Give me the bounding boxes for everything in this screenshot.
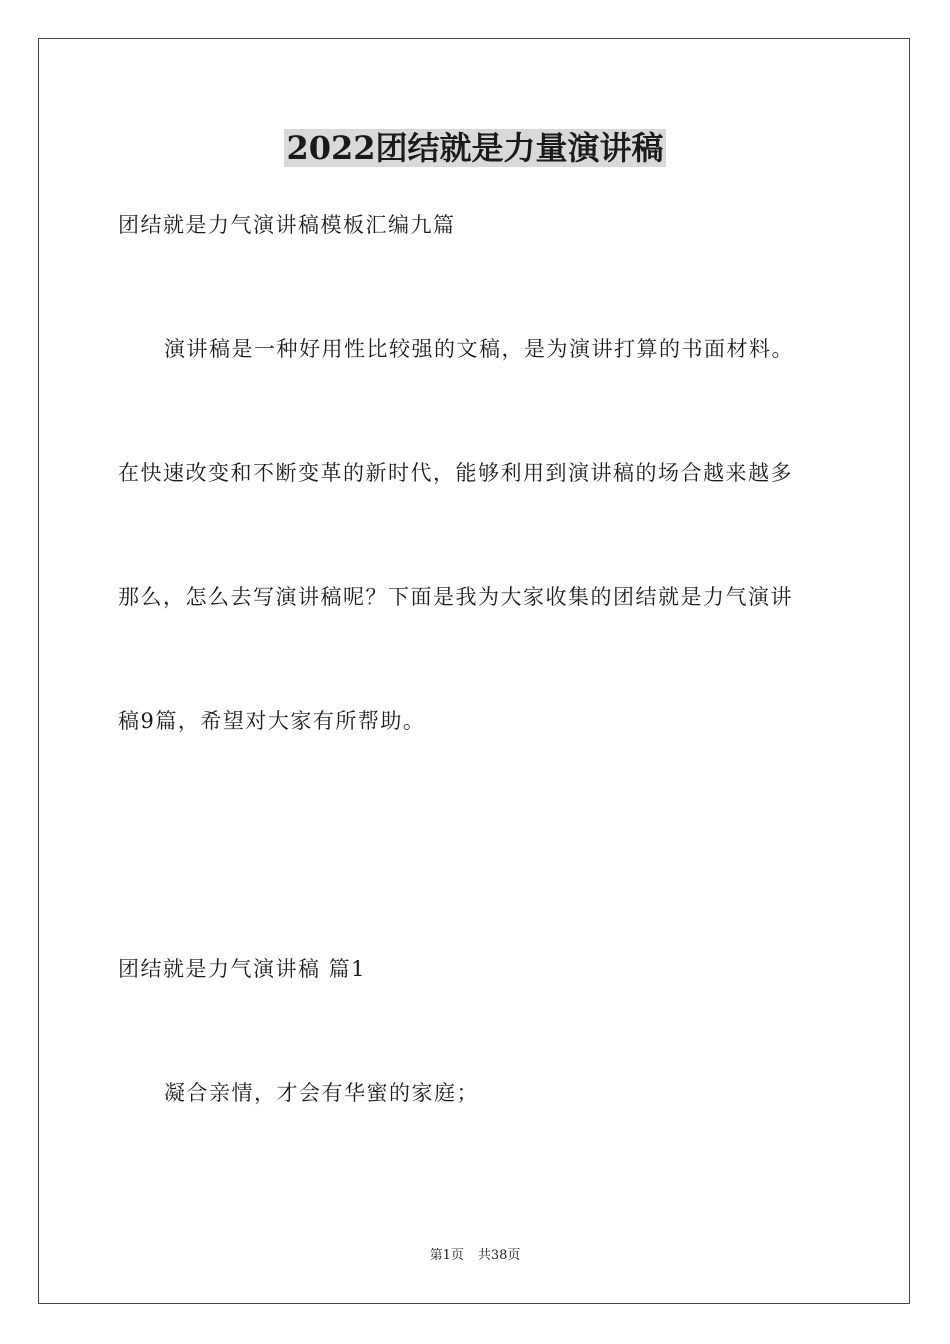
intro-paragraph-line-4: 稿9篇，希望对大家有所帮助。 <box>118 709 426 733</box>
intro-paragraph-line-1: 演讲稿是一种好用性比较强的文稿，是为演讲打算的书面材料。 <box>164 337 794 361</box>
document-title <box>0 126 950 170</box>
intro-paragraph-line-3: 那么，怎么去写演讲稿呢？下面是我为大家收集的团结就是力气演讲 <box>118 585 793 609</box>
page-number: 第1页 <box>429 1248 464 1263</box>
section-heading: 团结就是力气演讲稿 篇1 <box>118 957 367 981</box>
page-footer <box>0 1247 950 1265</box>
page-total: 共38页 <box>477 1248 521 1263</box>
document-title-text: 2022团结就是力量演讲稿 <box>286 129 664 167</box>
section-first-line: 凝合亲情，才会有华蜜的家庭； <box>164 1081 479 1105</box>
intro-paragraph-line-2: 在快速改变和不断变革的新时代，能够利用到演讲稿的场合越来越多 <box>118 461 793 485</box>
document-subtitle: 团结就是力气演讲稿模板汇编九篇 <box>118 213 456 237</box>
